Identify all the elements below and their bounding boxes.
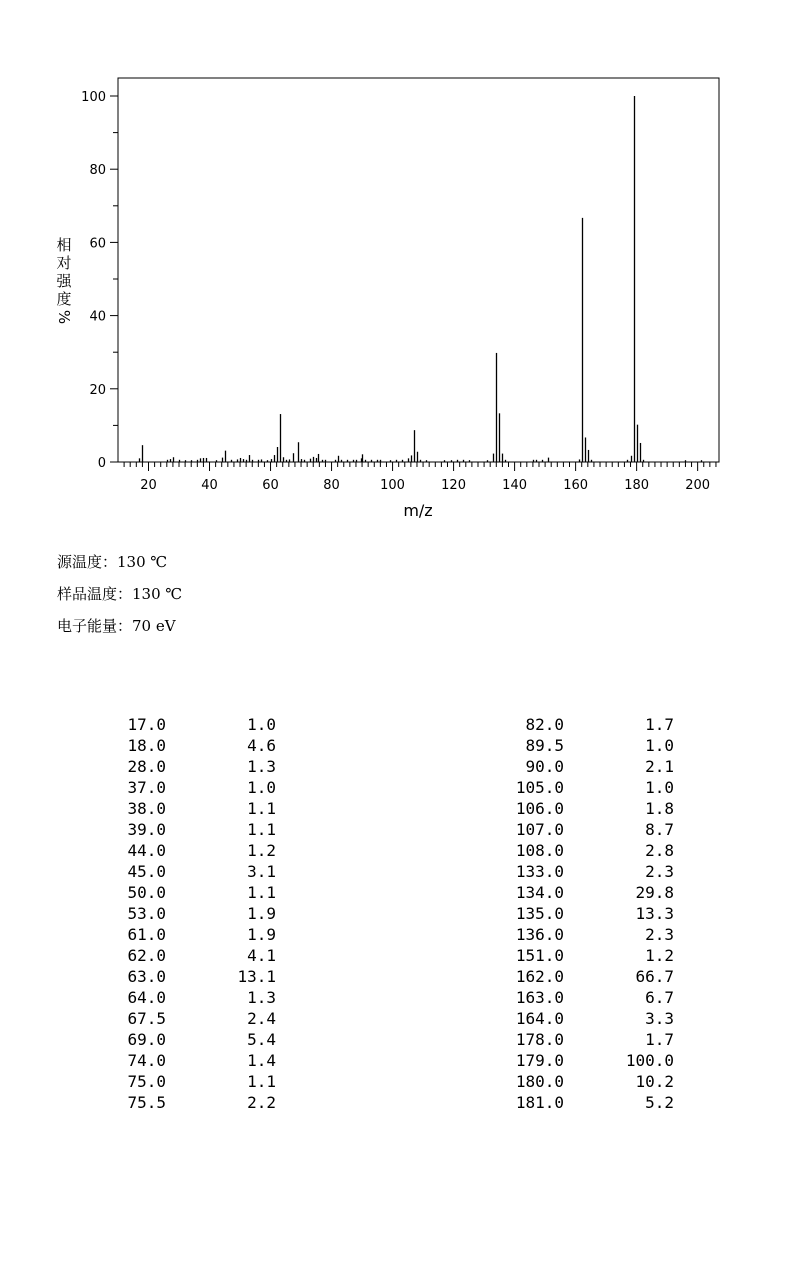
peak-mz: 107.0 <box>515 820 564 839</box>
x-tick-label: 80 <box>323 478 340 493</box>
peak-mz: 179.0 <box>515 1051 564 1070</box>
peak-mz: 63.0 <box>127 967 166 986</box>
peak-mz: 69.0 <box>127 1030 166 1049</box>
y-tick-label: 0 <box>97 456 106 471</box>
peak-abundance: 66.7 <box>635 967 674 986</box>
peak-mz: 180.0 <box>515 1072 564 1091</box>
y-axis-label-char: 对 <box>56 254 72 272</box>
peak-row <box>100 714 276 735</box>
peak-abundance: 3.3 <box>645 1009 674 1028</box>
electron-energy: 电子能量：70 eV <box>57 617 176 635</box>
x-tick-label: 180 <box>624 478 650 493</box>
y-axis-label <box>54 236 74 326</box>
peak-abundance: 1.1 <box>247 799 276 818</box>
peak-mz: 44.0 <box>127 841 166 860</box>
peak-mz: 90.0 <box>525 757 564 776</box>
peak-abundance: 5.2 <box>645 1093 674 1112</box>
peak-row <box>100 903 276 924</box>
peak-mz: 67.5 <box>127 1009 166 1028</box>
sample-temperature: 样品温度：130 ℃ <box>57 585 183 603</box>
peak-mz: 82.0 <box>525 715 564 734</box>
peak-row <box>100 882 276 903</box>
peak-mz: 75.0 <box>127 1072 166 1091</box>
peak-row <box>100 1092 276 1113</box>
peak-mz: 89.5 <box>525 736 564 755</box>
peak-row <box>470 945 674 966</box>
peak-mz: 134.0 <box>515 883 564 902</box>
peak-abundance: 8.7 <box>645 820 674 839</box>
peak-row <box>470 924 674 945</box>
peak-mz: 62.0 <box>127 946 166 965</box>
peak-abundance: 1.7 <box>645 715 674 734</box>
peak-table-right <box>470 714 674 1113</box>
peak-row <box>470 1092 674 1113</box>
x-tick-label: 20 <box>140 478 157 493</box>
peak-mz: 106.0 <box>515 799 564 818</box>
peak-mz: 64.0 <box>127 988 166 1007</box>
x-tick-label: 40 <box>201 478 218 493</box>
x-tick-label: 200 <box>685 478 711 493</box>
peak-row <box>100 1008 276 1029</box>
peak-abundance: 1.7 <box>645 1030 674 1049</box>
peak-mz: 50.0 <box>127 883 166 902</box>
peak-abundance: 1.4 <box>247 1051 276 1070</box>
peak-bars <box>140 96 702 462</box>
peak-mz: 164.0 <box>515 1009 564 1028</box>
peak-mz: 75.5 <box>127 1093 166 1112</box>
peak-mz: 163.0 <box>515 988 564 1007</box>
peak-mz: 151.0 <box>515 946 564 965</box>
peak-abundance: 29.8 <box>635 883 674 902</box>
peak-abundance: 2.2 <box>247 1093 276 1112</box>
peak-row <box>470 966 674 987</box>
peak-row <box>100 945 276 966</box>
peak-mz: 53.0 <box>127 904 166 923</box>
x-axis <box>124 462 716 493</box>
peak-mz: 133.0 <box>515 862 564 881</box>
peak-abundance: 1.9 <box>247 904 276 923</box>
peak-abundance: 13.1 <box>237 967 276 986</box>
peak-row <box>470 756 674 777</box>
peak-row <box>100 966 276 987</box>
peak-abundance: 3.1 <box>247 862 276 881</box>
peak-mz: 135.0 <box>515 904 564 923</box>
peak-row <box>100 798 276 819</box>
peak-row <box>470 840 674 861</box>
peak-row <box>470 1071 674 1092</box>
peak-row <box>100 1071 276 1092</box>
mass-spectrum-chart <box>0 0 794 530</box>
peak-mz: 18.0 <box>127 736 166 755</box>
peak-abundance: 1.3 <box>247 757 276 776</box>
peak-abundance: 2.3 <box>645 862 674 881</box>
y-tick-label: 40 <box>89 309 106 325</box>
peak-mz: 45.0 <box>127 862 166 881</box>
peak-row <box>470 987 674 1008</box>
x-tick-label: 120 <box>441 478 466 493</box>
peak-mz: 105.0 <box>515 778 564 797</box>
peak-abundance: 1.8 <box>645 799 674 818</box>
peak-row <box>470 903 674 924</box>
peak-row <box>470 1008 674 1029</box>
peak-abundance: 2.3 <box>645 925 674 944</box>
peak-mz: 39.0 <box>127 820 166 839</box>
peak-mz: 136.0 <box>515 925 564 944</box>
peak-abundance: 1.1 <box>247 1072 276 1091</box>
peak-abundance: 2.4 <box>247 1009 276 1028</box>
x-tick-label: 160 <box>563 478 589 493</box>
source-temperature: 源温度：130 ℃ <box>57 553 168 571</box>
peak-row <box>100 819 276 840</box>
peak-abundance: 1.9 <box>247 925 276 944</box>
peak-abundance: 13.3 <box>635 904 674 923</box>
peak-mz: 178.0 <box>515 1030 564 1049</box>
peak-abundance: 1.1 <box>247 820 276 839</box>
peak-abundance: 1.0 <box>247 715 276 734</box>
peak-abundance: 4.1 <box>247 946 276 965</box>
peak-mz: 38.0 <box>127 799 166 818</box>
peak-row <box>470 798 674 819</box>
peak-row <box>470 819 674 840</box>
peak-row <box>100 756 276 777</box>
y-tick-label: 60 <box>89 236 106 252</box>
x-tick-label: 60 <box>262 478 279 493</box>
peak-row <box>100 861 276 882</box>
peak-row <box>470 861 674 882</box>
peak-mz: 61.0 <box>127 925 166 944</box>
peak-abundance: 1.2 <box>247 841 276 860</box>
peak-row <box>470 777 674 798</box>
peak-abundance: 4.6 <box>247 736 276 755</box>
peak-mz: 108.0 <box>515 841 564 860</box>
y-axis-label-char: 相 <box>56 236 72 254</box>
peak-row <box>470 882 674 903</box>
peak-row <box>100 1029 276 1050</box>
peak-abundance: 1.2 <box>645 946 674 965</box>
peak-mz: 28.0 <box>127 757 166 776</box>
plot-frame <box>118 78 719 462</box>
peak-row <box>470 1029 674 1050</box>
x-tick-label: 140 <box>502 478 528 493</box>
peak-abundance: 1.0 <box>247 778 276 797</box>
peak-row <box>470 1050 674 1071</box>
y-axis-label-char: 度 <box>56 290 72 308</box>
y-axis-label-char: 强 <box>56 272 72 290</box>
peak-abundance: 10.2 <box>635 1072 674 1091</box>
y-tick-label: 100 <box>81 90 106 105</box>
peak-row <box>100 987 276 1008</box>
peak-mz: 162.0 <box>515 967 564 986</box>
peak-row <box>100 735 276 756</box>
peak-table-left <box>100 714 276 1113</box>
peak-abundance: 5.4 <box>247 1030 276 1049</box>
peak-row <box>100 1050 276 1071</box>
peak-mz: 181.0 <box>515 1093 564 1112</box>
peak-abundance: 6.7 <box>645 988 674 1007</box>
peak-abundance: 2.8 <box>645 841 674 860</box>
peak-abundance: 1.0 <box>645 778 674 797</box>
y-axis <box>81 90 118 471</box>
peak-row <box>100 924 276 945</box>
peak-abundance: 1.3 <box>247 988 276 1007</box>
y-tick-label: 20 <box>89 382 106 398</box>
peak-row <box>100 777 276 798</box>
x-axis-label: m/z <box>403 501 433 520</box>
peak-abundance: 2.1 <box>645 757 674 776</box>
peak-mz: 74.0 <box>127 1051 166 1070</box>
y-axis-label-char: % <box>55 309 73 325</box>
y-tick-label: 80 <box>89 163 106 179</box>
peak-abundance: 100.0 <box>625 1051 674 1070</box>
peak-abundance: 1.0 <box>645 736 674 755</box>
peak-mz: 17.0 <box>127 715 166 734</box>
peak-mz: 37.0 <box>127 778 166 797</box>
peak-abundance: 1.1 <box>247 883 276 902</box>
peak-row <box>470 714 674 735</box>
peak-row <box>470 735 674 756</box>
peak-row <box>100 840 276 861</box>
x-tick-label: 100 <box>380 478 405 493</box>
